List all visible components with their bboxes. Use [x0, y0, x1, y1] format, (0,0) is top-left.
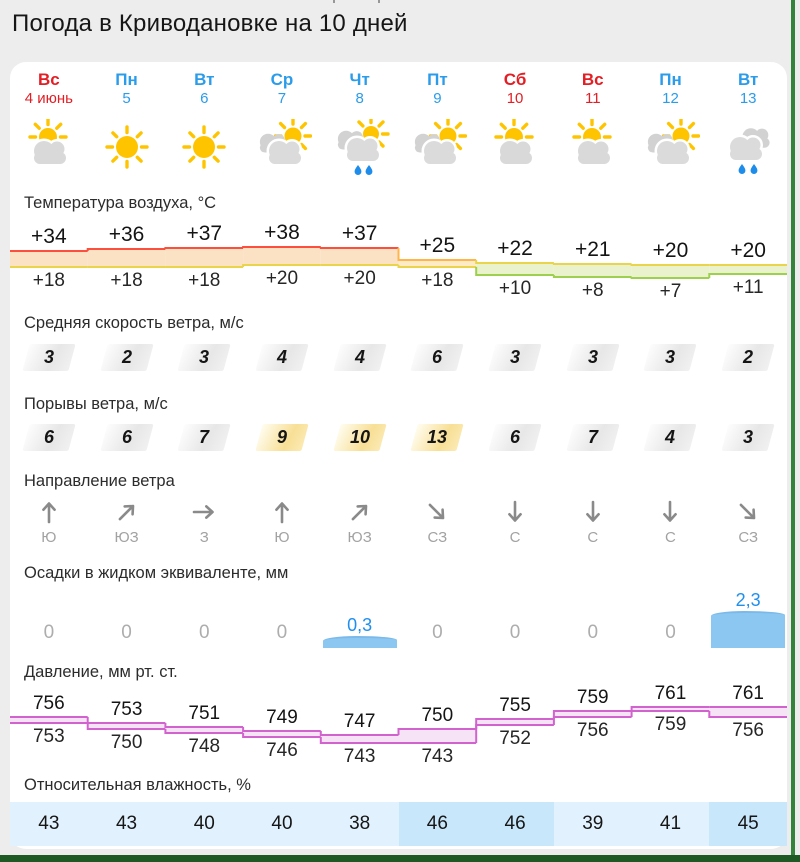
wind-arrow-up-right-icon	[88, 496, 166, 528]
value-min: 748	[188, 736, 221, 757]
wind-direction-arrows-row	[10, 496, 787, 528]
wind-arrow-down-icon	[554, 496, 632, 528]
wind-avg-cell	[88, 343, 166, 371]
wind-avg-cell	[709, 343, 787, 371]
wind-avg-cell	[10, 343, 88, 371]
wind-gust-value: 3	[743, 426, 754, 447]
day-header-1[interactable]	[10, 70, 88, 114]
wind-direction-letter: С	[509, 529, 521, 546]
weather-icon-rain	[709, 116, 787, 180]
wind-gust-badge	[22, 424, 75, 451]
value-min: 756	[576, 720, 609, 741]
value-max: +36	[108, 223, 145, 246]
value-min: +18	[32, 270, 65, 291]
wind-avg-cell	[243, 343, 321, 371]
day-date: 7	[277, 90, 287, 107]
wind-avg-cell	[476, 343, 554, 371]
weather-icon-sunny	[165, 116, 243, 180]
day-date: 13	[739, 90, 757, 107]
wind-avg-badge	[100, 344, 153, 371]
value-max: +25	[419, 234, 456, 257]
value-max: +34	[31, 225, 67, 248]
wind-direction-letter: С	[665, 529, 676, 546]
precip-cell	[321, 582, 399, 648]
day-header-7[interactable]	[476, 70, 554, 114]
day-header-9[interactable]	[632, 70, 710, 114]
precip-value: 0	[276, 622, 288, 643]
precipitation-row	[10, 582, 787, 648]
humidity-section-label: Относительная влажность, %	[24, 776, 251, 794]
value-max: +37	[341, 222, 378, 245]
wind-direction-letter: ЮЗ	[114, 529, 139, 546]
weather-icon-sunny	[88, 116, 166, 180]
wind-arrow-right-icon	[165, 496, 243, 528]
value-min: +18	[421, 270, 454, 291]
wind-avg-cell	[554, 343, 632, 371]
wind-gust-badge	[333, 424, 386, 451]
day-header-6[interactable]	[399, 70, 477, 114]
wind-gust-badge	[255, 424, 308, 451]
precip-value: 0	[43, 622, 55, 643]
humidity-cell: 45	[709, 802, 787, 846]
wind-arrow-up-icon	[243, 496, 321, 528]
value-min: 743	[343, 746, 376, 767]
wind-avg-badge	[22, 344, 75, 371]
humidity-cell: 40	[243, 802, 321, 846]
wind-gust-cell	[476, 423, 554, 451]
weather-icon-partly-sunny	[476, 116, 554, 180]
precip-value: 0	[432, 622, 443, 643]
precip-cell	[554, 582, 632, 648]
humidity-row	[10, 802, 787, 846]
wind-avg-badge	[333, 344, 386, 371]
wind-direction-letter: СЗ	[738, 529, 759, 546]
precipitation-section-label: Осадки в жидком эквиваленте, мм	[24, 564, 289, 582]
wind-gust-badge	[644, 424, 697, 451]
day-header-4[interactable]	[243, 70, 321, 114]
wind-arrow-down-icon	[632, 496, 710, 528]
day-date: 6	[200, 90, 209, 107]
value-max: 755	[499, 695, 531, 716]
wind-gust-badge	[178, 424, 231, 451]
page-title: Погода в Криводановке на 10 дней	[12, 10, 408, 37]
wind-avg-badge	[488, 344, 541, 371]
wind-avg-badge	[255, 344, 308, 371]
wind-avg-badge	[566, 344, 619, 371]
value-min: 759	[654, 714, 687, 735]
wind-gust-badge	[566, 424, 619, 451]
value-max: 751	[188, 703, 221, 724]
value-max: 747	[343, 711, 376, 732]
value-min: +20	[265, 268, 299, 289]
value-min: 753	[32, 726, 65, 747]
value-min: +18	[110, 270, 143, 291]
value-max: 750	[421, 705, 454, 726]
value-max: +20	[652, 239, 689, 262]
day-header-row	[10, 70, 787, 114]
temperature-section-label: Температура воздуха, °C	[24, 194, 217, 212]
precip-cell	[709, 582, 787, 648]
humidity-cell: 40	[165, 802, 243, 846]
precip-value: 0,3	[347, 615, 373, 635]
wind-avg-cell	[399, 343, 477, 371]
wind-gust-cell	[399, 423, 477, 451]
wind-gusts-row	[10, 423, 787, 451]
wind-gust-cell	[88, 423, 166, 451]
day-abbr: Сб	[503, 70, 527, 89]
precip-bar	[323, 636, 397, 648]
value-min: +20	[343, 268, 376, 289]
precip-value: 0	[665, 622, 676, 643]
precip-cell	[476, 582, 554, 648]
wind-direction-letter: ЮЗ	[347, 529, 372, 546]
value-max: +37	[186, 222, 223, 245]
humidity-cell: 43	[88, 802, 166, 846]
day-header-2[interactable]	[88, 70, 166, 114]
value-max: 756	[32, 693, 65, 714]
weather-icon-mostly-cloudy	[632, 116, 710, 180]
precip-value: 2,3	[735, 590, 761, 610]
value-min: 752	[499, 728, 531, 749]
value-max: 753	[110, 699, 143, 720]
weather-icon-rain-sun	[321, 116, 399, 180]
wind-avg-value: 2	[743, 346, 754, 367]
wind-gust-badge	[722, 424, 775, 451]
weather-icon-mostly-cloudy	[399, 116, 477, 180]
wind-direction-letter: С	[587, 529, 599, 546]
humidity-cell: 38	[321, 802, 399, 846]
value-min: +10	[498, 278, 532, 299]
wind-avg-badge	[644, 344, 697, 371]
wind-avg-badge	[722, 344, 775, 371]
wind-avg-value: 6	[432, 346, 443, 367]
wind-avg-row	[10, 343, 787, 371]
wind-gust-cell	[709, 423, 787, 451]
value-max: 749	[266, 707, 298, 728]
wind-direction-letters-row	[10, 529, 787, 549]
wind-arrow-down-icon	[476, 496, 554, 528]
day-abbr: Чт	[349, 70, 370, 89]
value-min: +8	[581, 280, 604, 301]
day-header-10[interactable]	[709, 70, 787, 114]
precip-cell	[165, 582, 243, 648]
humidity-cell: 46	[476, 802, 554, 846]
wind-avg-value: 3	[587, 346, 598, 367]
day-abbr: Ср	[270, 70, 294, 89]
wind-arrow-down-right-icon	[709, 496, 787, 528]
wind-gust-value: 6	[121, 426, 132, 447]
day-abbr: Пн	[115, 70, 138, 89]
top-edge-artifact	[378, 0, 380, 3]
day-abbr: Вс	[37, 70, 60, 89]
precip-cell	[399, 582, 477, 648]
pressure-chart	[10, 682, 787, 772]
day-abbr: Вт	[194, 70, 215, 89]
precip-value: 0	[587, 622, 599, 643]
day-abbr: Вт	[737, 70, 759, 89]
precip-cell	[10, 582, 88, 648]
top-edge-artifact	[333, 0, 335, 3]
humidity-cell: 39	[554, 802, 632, 846]
wind-gust-value: 10	[349, 426, 370, 447]
wind-gust-badge	[100, 424, 153, 451]
weather-icon-mostly-cloudy	[243, 116, 321, 180]
day-abbr: Пн	[659, 70, 682, 89]
wind-avg-value: 3	[199, 346, 210, 367]
wind-gust-cell	[632, 423, 710, 451]
precip-bar	[711, 611, 785, 648]
temperature-chart	[10, 212, 787, 312]
wind-avg-badge	[411, 344, 464, 371]
bottom-edge-stripe	[0, 855, 800, 862]
day-date: 11	[584, 90, 601, 107]
wind-avg-cell	[632, 343, 710, 371]
precip-cell	[243, 582, 321, 648]
wind-gust-value: 7	[587, 426, 598, 447]
wind-avg-cell	[165, 343, 243, 371]
wind-direction-section-label: Направление ветра	[24, 472, 175, 490]
day-abbr: Пт	[427, 70, 448, 89]
day-date: 5	[122, 90, 131, 107]
value-min: +18	[188, 270, 221, 291]
value-max: +38	[264, 221, 300, 244]
wind-avg-value: 3	[665, 346, 676, 367]
wind-avg-value: 3	[510, 346, 521, 367]
value-min: +11	[732, 277, 764, 298]
value-max: +22	[497, 237, 533, 260]
wind-gust-value: 6	[43, 426, 54, 447]
wind-avg-value: 3	[43, 346, 54, 367]
wind-gust-cell	[321, 423, 399, 451]
wind-arrow-down-right-icon	[399, 496, 477, 528]
precip-value: 0	[198, 622, 210, 643]
value-max: +21	[574, 238, 611, 261]
weather-icon-partly-sunny	[10, 116, 88, 180]
wind-arrow-up-right-icon	[321, 496, 399, 528]
wind-arrow-up-icon	[10, 496, 88, 528]
wind-avg-section-label: Средняя скорость ветра, м/с	[24, 314, 244, 332]
wind-gust-cell	[243, 423, 321, 451]
pressure-section-label: Давление, мм рт. ст.	[24, 663, 178, 681]
precip-cell	[632, 582, 710, 648]
day-date: 10	[506, 90, 524, 107]
precip-value: 0	[509, 622, 521, 643]
wind-avg-value: 4	[354, 346, 365, 367]
wind-gust-badge	[411, 424, 464, 451]
day-date: 9	[433, 90, 442, 107]
day-date: 4 июнь	[24, 90, 73, 107]
humidity-cell: 41	[632, 802, 710, 846]
value-max: 759	[576, 687, 609, 708]
value-min: 750	[110, 732, 143, 753]
wind-avg-cell	[321, 343, 399, 371]
wind-gusts-section-label: Порывы ветра, м/с	[24, 395, 168, 413]
wind-gust-value: 6	[510, 426, 521, 447]
wind-direction-letter: Ю	[274, 529, 290, 546]
forecast-card	[10, 62, 787, 849]
value-min: 743	[421, 746, 454, 767]
weather-icons-row	[10, 116, 787, 180]
wind-direction-letter: З	[199, 529, 209, 546]
right-edge-stripe	[791, 0, 795, 862]
wind-direction-letter: СЗ	[427, 529, 448, 546]
value-min: +7	[659, 281, 682, 302]
wind-gust-cell	[165, 423, 243, 451]
wind-gust-value: 9	[276, 426, 287, 447]
day-abbr: Вс	[581, 70, 604, 89]
wind-gust-badge	[488, 424, 541, 451]
wind-gust-value: 4	[665, 426, 676, 447]
day-header-8[interactable]	[554, 70, 632, 114]
day-date: 12	[662, 90, 679, 107]
wind-direction-letter: Ю	[41, 529, 57, 546]
precip-cell	[88, 582, 166, 648]
humidity-cell: 43	[10, 802, 88, 846]
wind-gust-value: 7	[199, 426, 210, 447]
value-max: +20	[730, 239, 766, 262]
wind-gust-cell	[554, 423, 632, 451]
value-min: 756	[732, 720, 765, 741]
precip-value: 0	[121, 622, 132, 643]
wind-avg-badge	[178, 344, 231, 371]
value-min: 746	[266, 740, 298, 761]
value-max: 761	[732, 683, 765, 704]
day-date: 8	[355, 90, 364, 107]
day-header-3[interactable]	[165, 70, 243, 114]
wind-gust-cell	[10, 423, 88, 451]
humidity-cell: 46	[399, 802, 477, 846]
weather-icon-partly-sunny	[554, 116, 632, 180]
wind-avg-value: 2	[121, 346, 132, 367]
wind-avg-value: 4	[276, 346, 287, 367]
value-max: 761	[654, 683, 687, 704]
wind-gust-value: 13	[427, 426, 448, 447]
day-header-5[interactable]	[321, 70, 399, 114]
